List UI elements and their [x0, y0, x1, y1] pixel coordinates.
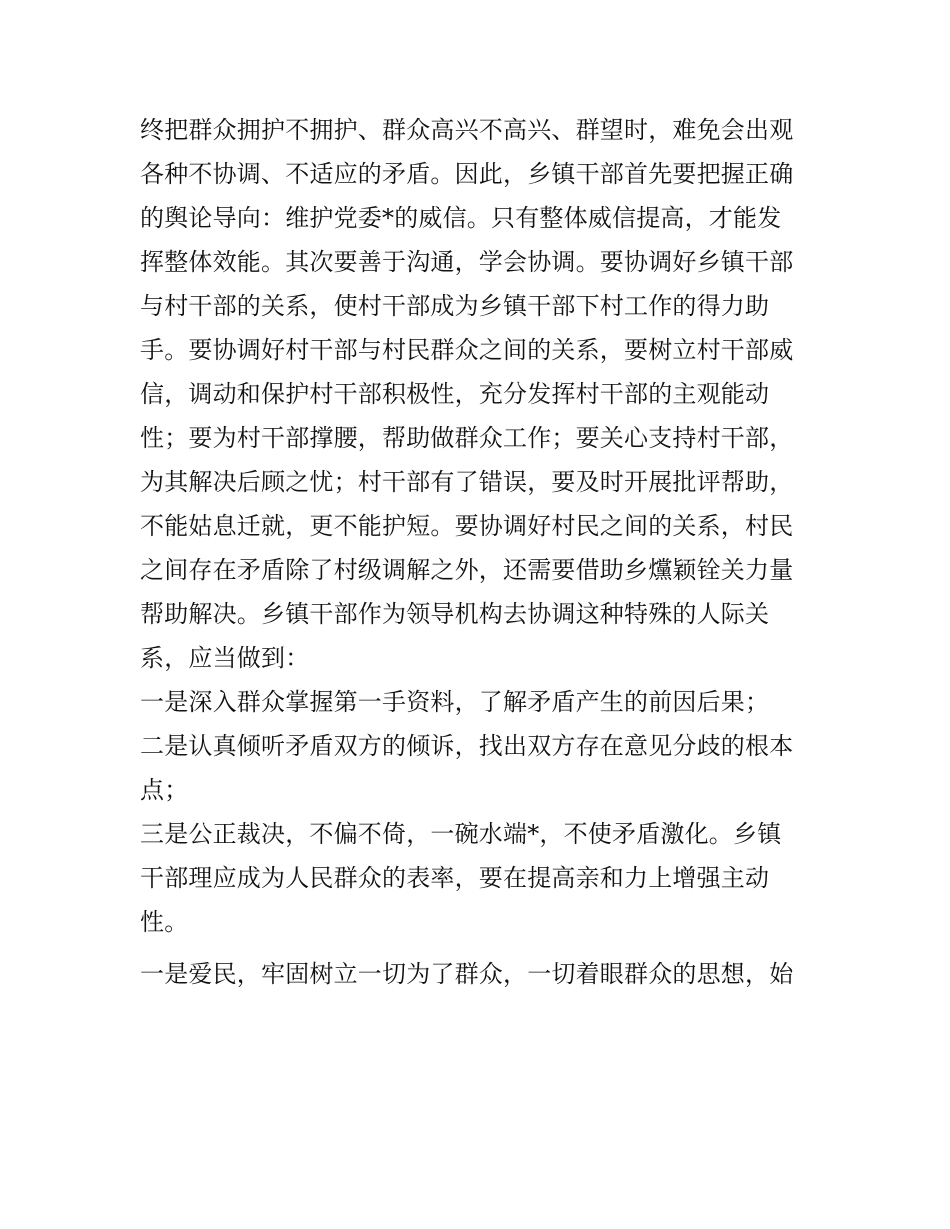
text-line: 挥整体效能。其次要善于沟通，学会协调。要协调好乡镇干部	[140, 248, 794, 276]
text-line: 的舆论导向：维护党委*的威信。只有整体威信提高，才能发	[140, 204, 782, 232]
list-item-3: 三是公正裁决，不偏不倚，一碗水端*，不使矛盾激化。乡镇	[140, 820, 782, 848]
list-item-1: 一是深入群众掌握第一手资料，了解矛盾产生的前因后果；	[140, 688, 770, 716]
text-line: 帮助解决。乡镇干部作为领导机构去协调这种特殊的人际关	[140, 600, 770, 628]
text-line: 性；要为村干部撑腰，帮助做群众工作；要关心支持村干部，	[140, 424, 794, 452]
text-line: 不能姑息迁就，更不能护短。要协调好村民之间的关系，村民	[140, 512, 794, 540]
text-line: 系，应当做到：	[140, 644, 310, 672]
text-line: 手。要协调好村干部与村民群众之间的关系，要树立村干部威	[140, 336, 794, 364]
text-line: 与村干部的关系，使村干部成为乡镇干部下村工作的得力助	[140, 292, 770, 320]
text-line: 之间存在矛盾除了村级调解之外，还需要借助乡爣颖铨关力量	[140, 556, 794, 584]
text-line: 干部理应成为人民群众的表率，要在提高亲和力上增强主动	[140, 864, 770, 892]
text-line: 信，调动和保护村干部积极性，充分发挥村干部的主观能动	[140, 380, 770, 408]
text-line: 终把群众拥护不拥护、群众高兴不高兴、群望时，难免会出观	[140, 116, 794, 144]
list-item-2: 二是认真倾听矛盾双方的倾诉，找出双方存在意见分歧的根本	[140, 732, 794, 760]
text-line: 性。	[140, 908, 189, 936]
text-line: 各种不协调、不适应的矛盾。因此，乡镇干部首先要把握正确	[140, 160, 794, 188]
document-body	[140, 108, 820, 996]
text-line: 点；	[140, 776, 189, 804]
text-line: 为其解决后顾之忧；村干部有了错误，要及时开展批评帮助，	[140, 468, 794, 496]
list-item-1: 一是爱民，牢固树立一切为了群众，一切着眼群众的思想，始	[140, 960, 794, 988]
